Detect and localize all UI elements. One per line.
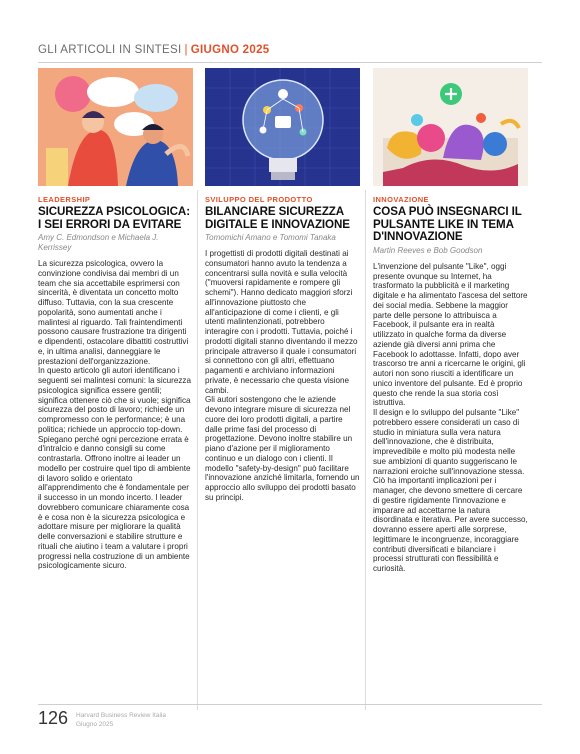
column-divider xyxy=(365,190,366,710)
lightbulb-illustration xyxy=(205,68,360,186)
article-paragraph: L'invenzione del pulsante "Like", oggi presente ovunque su Internet, ha trasformato la pubblicità e il marketing digitale e ha alimentato l'ascesa del settore dei social media. Sebbene la maggior parte delle persone lo attribuisca a Facebook, il pulsante era in realtà utilizzato in qualche forma da diverse aziende già diversi anni prima che Facebook lo adottasse. Infatti, dopo aver trascorso tre anni a ricercarne le origini, gli autori non sono riusciti a identificare un unico inventore del pulsante. Ed è proprio questo che rende la sua storia così istruttiva. xyxy=(373,261,528,408)
article-paragraph: In questo articolo gli autori identificano i seguenti sei malintesi comuni: la sicurezza psicologica significa essere gentili; significa ottenere ciò che si vuole; significa sicurezza del posto di lavoro; richiede un compromesso con le performance; è una politica; richiede un approccio top-down. Spiegano perché ogni percezione errata è d'intralcio e danno consigli su come contrastarla. Offrono inoltre ai leader un modello per costruire quel tipo di ambiente di lavoro solido e orientato all'apprendimento che è fondamentale per il successo in un mondo incerto. I leader dovrebbero comunicare chiaramente cosa è e cosa non è la sicurezza psicologica e adottare misure per migliorare la qualità delle conversazioni e stabilire strutture e rituali che aiutino i team a valutare i propri progressi nella costruzione di un ambiente psicologicamente sicuro. xyxy=(38,366,191,571)
article-body xyxy=(38,259,193,571)
article-paragraph: La sicurezza psicologica, ovvero la convinzione condivisa dai membri di un team che sia accettabile esprimersi con sincerità, è diventata un concetto molto diffuso. Tuttavia, con la sua crescente popolarità, sono aumentati anche i malintesi al riguardo. Tali fraintendimenti possono causare frustrazione tra dirigenti e dipendenti, ostacolare dibattiti costruttivi e, in ultima analisi, danneggiare le prestazioni dell'organizzazione. xyxy=(38,259,189,366)
page-number: 126 xyxy=(38,708,69,728)
section-title: GLI ARTICOLI IN SINTESI xyxy=(38,44,182,56)
like-button-illustration xyxy=(373,68,528,186)
article-authors: Martin Reeves e Bob Goodson xyxy=(373,245,483,255)
article-leadership xyxy=(38,68,193,571)
article-kicker: INNOVAZIONE xyxy=(373,195,429,204)
page-header xyxy=(38,44,542,56)
publication-name: Harvard Business Review Italia xyxy=(76,712,166,719)
article-authors: Tomomichi Amano e Tomomi Tanaka xyxy=(205,233,336,243)
article-body xyxy=(373,262,528,574)
article-kicker: SVILUPPO DEL PRODOTTO xyxy=(205,195,313,204)
article-kicker: LEADERSHIP xyxy=(38,195,91,204)
illustration-speech-bubbles xyxy=(38,68,193,186)
article-paragraph: Gli autori sostengono che le aziende devono integrare misure di sicurezza nel cuore dei loro prodotti digitali, a partire dalle prime fasi del processo di progettazione. Devono inoltre stabilire un piano d'azione per il miglioramento continuo e un dialogo con i clienti. Il modello "safety-by-design" può facilitare l'innovazione anziché limitarla, fornendo un approccio allo sviluppo dei prodotti basato su principi. xyxy=(205,395,360,502)
footer-publication xyxy=(76,712,166,729)
header-separator: | xyxy=(184,44,188,56)
article-title: COSA PUÒ INSEGNARCI IL PULSANTE LIKE IN TEMA D'INNOVAZIONE xyxy=(373,205,522,244)
article-product-development xyxy=(205,68,360,503)
article-title: SICUREZZA PSICOLOGICA: I SEI ERRORI DA EVITARE xyxy=(38,205,190,231)
article-paragraph: I progettisti di prodotti digitali destinati ai consumatori hanno avuto la tendenza a concentrarsi sulla novità e sulla velocità ("muoversi rapidamente e rompere gli schemi"). Hanno dedicato maggiori sforzi all'innovazione piuttosto che all'anticipazione di come i clienti, e gli utenti malintenzionati, potrebbero interagire con i prodotti. Tuttavia, poiché i prodotti digitali stanno diventando il mezzo principale attraverso il quale i consumatori si connettono con gli altri, effettuano pagamenti e archiviano informazioni private, è necessario che questa visione cambi. xyxy=(205,249,358,395)
header-rule xyxy=(38,62,542,63)
article-paragraph: Il design e lo sviluppo del pulsante "Like" potrebbero essere considerati un caso di studio in miniatura sulla vera natura dell'innovazione, che è distribuita, imprevedibile e molto più modesta nelle sue ambizioni di quanto suggeriscano le narrazioni eroiche sull'innovazione stessa. Ciò ha importanti implicazioni per i manager, che devono smettere di cercare di gestire rigidamente l'innovazione e imparare ad accettarne la natura disordinata e iterativa. Per avere successo, dovranno essere aperti alle sorprese, legittimare le incongruenze, incoraggiare contributi diversificati e bilanciare i processi strutturati con flessibilità e curiosità. xyxy=(373,408,528,574)
footer-rule xyxy=(38,704,542,705)
article-authors: Amy C. Edmondson e Michaela J. Kerrissey xyxy=(38,233,159,253)
publication-date: Giugno 2025 xyxy=(76,720,114,728)
issue-date: GIUGNO 2025 xyxy=(190,44,270,56)
illustration-lightbulb xyxy=(205,68,360,186)
illustration-like-button xyxy=(373,68,528,186)
article-body xyxy=(205,249,360,503)
column-divider xyxy=(197,190,198,710)
article-title: BILANCIARE SICUREZZA DIGITALE E INNOVAZIONE xyxy=(205,205,350,231)
speech-bubbles-illustration xyxy=(38,68,193,186)
article-innovation xyxy=(373,68,528,574)
